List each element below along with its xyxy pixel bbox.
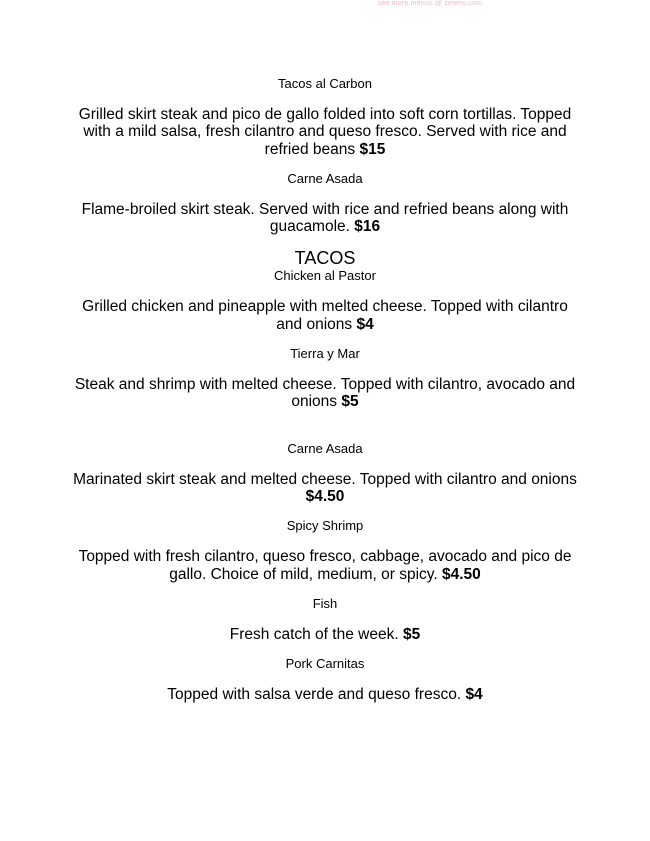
menu-item-price: $16 xyxy=(354,218,381,236)
section-title-tacos: TACOS xyxy=(294,248,356,269)
menu-item-name: Tierra y Mar xyxy=(290,346,360,362)
menu-item-price: $15 xyxy=(359,140,386,158)
menu-item-desc-text: Fresh catch of the week. xyxy=(229,625,399,643)
menu-item-name: Pork Carnitas xyxy=(285,656,365,672)
menu-item-description xyxy=(0,548,650,583)
menu-item-name: Chicken al Pastor xyxy=(274,268,376,284)
menu-item-name: Carne Asada xyxy=(287,440,363,456)
menu-item-price: $5 xyxy=(341,393,359,411)
menu-item-description xyxy=(0,626,650,643)
menu-item-name: Spicy Shrimp xyxy=(286,518,364,534)
menu-item-price: $4.50 xyxy=(442,565,481,583)
menu-item-price: $4 xyxy=(465,686,483,704)
watermark-text: see more menus @ zmenu.com xyxy=(377,0,483,7)
menu-item-description xyxy=(0,201,650,236)
menu-item-name: Carne Asada xyxy=(287,170,363,186)
menu-item-price: $5 xyxy=(402,625,421,643)
menu-item-desc-text: Topped with salsa verde and queso fresco. xyxy=(167,686,462,704)
menu-item-desc-text: Grilled skirt steak and pico de gallo folded into soft corn tortillas. Topped with a mild salsa, fresh cilantro and queso fresco. Served with rice and refried beans xyxy=(78,106,572,158)
menu-item-description xyxy=(0,376,650,411)
menu-item-description xyxy=(0,298,650,333)
menu-item-desc-text: Grilled chicken and pineapple with melted cheese. Topped with cilantro and onions xyxy=(82,298,568,333)
menu-item-description xyxy=(0,471,650,506)
menu-item-desc-text: Topped with fresh cilantro, queso fresco, cabbage, avocado and pico de gallo. Choice of mild, medium, or spicy. xyxy=(78,548,572,583)
menu-item-desc-text: Steak and shrimp with melted cheese. Topped with cilantro, avocado and onions xyxy=(74,376,576,411)
menu-item-name: Fish xyxy=(312,595,338,611)
menu-content xyxy=(0,76,650,703)
menu-item-description xyxy=(0,686,650,703)
menu-item-price: $4 xyxy=(356,315,374,333)
menu-item-description xyxy=(0,106,650,158)
menu-item-desc-text: Flame-broiled skirt steak. Served with rice and refried beans along with guacamole. xyxy=(81,200,569,236)
menu-item-price: $4.50 xyxy=(305,487,345,505)
menu-item-name: Tacos al Carbon xyxy=(278,76,372,91)
menu-item-desc-text: Marinated skirt steak and melted cheese. Topped with cilantro and onions xyxy=(73,470,577,488)
